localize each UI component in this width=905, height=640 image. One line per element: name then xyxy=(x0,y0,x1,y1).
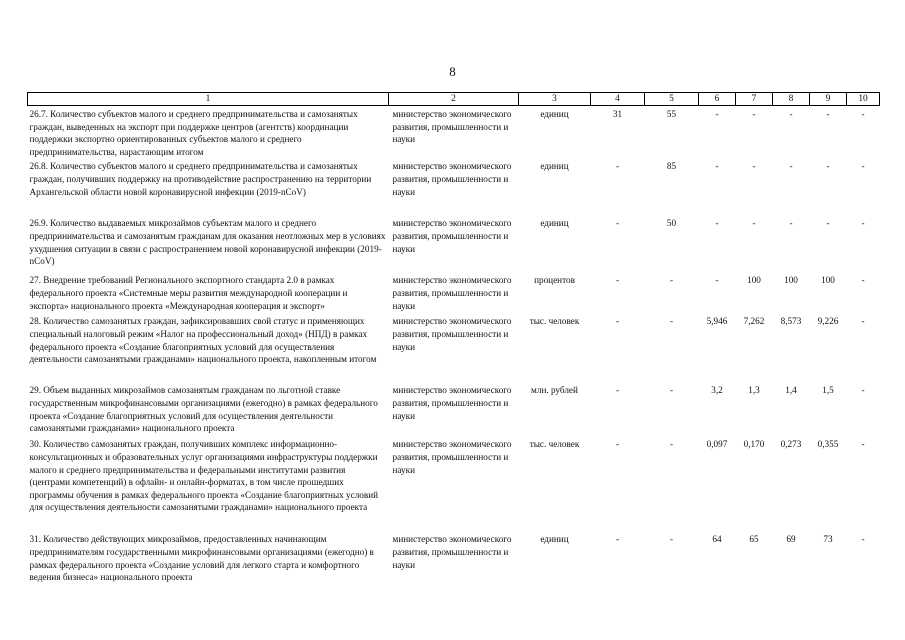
column-header: 8 xyxy=(773,93,810,106)
unit: единиц xyxy=(540,534,569,545)
value-col8: 8,573 xyxy=(780,316,802,327)
value-col9: 0,355 xyxy=(817,439,839,450)
value-col10: - xyxy=(861,275,865,286)
indicators-table xyxy=(27,92,880,585)
value-col10: - xyxy=(861,385,865,396)
indicator-name: 27. Внедрение требований Регионального экспортного стандарта 2.0 в рамках федерального проекта «Системные меры развития международной кооперации и экспорта» национального проекта «Международная кооперация и экспорт» xyxy=(29,275,348,311)
value-col8: - xyxy=(789,218,793,229)
value-col4: - xyxy=(615,218,620,229)
value-col4: - xyxy=(615,534,620,545)
indicator-name: 28. Количество самозанятых граждан, зафиксировавших свой статус и применяющих специальный налоговый режим «Налог на профессиональный доход» (НПД) в рамках федерального проекта «Создание благоприятных условий для осуществления деятельности самозанятыми гражданами» национального проекта, накопленным итогом xyxy=(29,316,377,365)
table-row xyxy=(28,436,880,531)
unit: млн. рублей xyxy=(531,385,578,396)
unit: тыс. человек xyxy=(529,439,580,450)
indicator-name: 26.8. Количество субъектов малого и среднего предпринимательства и самозанятых граждан, получивших поддержку на противодействие распространению на территории Архангельской области новой коронавирусной инфекции (2019-nCoV) xyxy=(29,161,372,197)
unit: процентов xyxy=(534,275,575,286)
value-col6: - xyxy=(715,161,719,172)
column-header: 4 xyxy=(591,93,645,106)
unit: единиц xyxy=(540,218,569,229)
responsible-body: министерство экономического развития, промышленности и науки xyxy=(392,439,512,475)
table-row xyxy=(28,106,880,159)
value-col4: - xyxy=(615,439,620,450)
table-row xyxy=(28,382,880,436)
value-col7: 1,3 xyxy=(748,385,760,396)
value-col6: 64 xyxy=(712,534,722,545)
value-col7: 7,262 xyxy=(743,316,765,327)
value-col4: 31 xyxy=(612,109,623,119)
value-col5: - xyxy=(669,316,674,327)
value-col4: - xyxy=(615,275,620,286)
indicator-name: 26.9. Количество выдаваемых микрозаймов субъектам малого и среднего предпринимательства и самозанятым гражданам для оказания неотложных мер в условиях ухудшения ситуации в связи с распространением новой коронавирусной инфекции (2019-nCoV) xyxy=(29,218,386,267)
value-col10: - xyxy=(861,316,865,327)
value-col9: - xyxy=(826,161,830,172)
column-header: 9 xyxy=(810,93,847,106)
value-col5: - xyxy=(669,439,674,450)
value-col9: 9,226 xyxy=(817,316,839,327)
value-col6: 3,2 xyxy=(711,385,723,396)
value-col6: - xyxy=(715,218,719,229)
value-col7: - xyxy=(752,109,756,119)
value-col4: - xyxy=(615,161,620,172)
column-header: 6 xyxy=(699,93,736,106)
page-number: 8 xyxy=(449,64,456,79)
value-col10: - xyxy=(861,218,865,229)
table-row xyxy=(28,531,880,585)
column-header: 3 xyxy=(519,93,591,106)
value-col5: 50 xyxy=(666,218,677,229)
value-col6: - xyxy=(715,109,719,119)
responsible-body: министерство экономического развития, промышленности и науки xyxy=(392,109,512,145)
column-header: 7 xyxy=(736,93,773,106)
value-col6: 5,946 xyxy=(706,316,728,327)
value-col8: 0,273 xyxy=(780,439,802,450)
value-col7: - xyxy=(752,218,756,229)
value-col5: - xyxy=(669,275,674,286)
value-col9: 73 xyxy=(823,534,833,545)
value-col7: 65 xyxy=(749,534,759,545)
value-col10: - xyxy=(861,534,865,545)
column-header: 1 xyxy=(28,93,389,106)
column-header: 2 xyxy=(389,93,519,106)
value-col5: - xyxy=(669,534,674,545)
responsible-body: министерство экономического развития, промышленности и науки xyxy=(392,534,512,570)
indicator-name: 30. Количество самозанятых граждан, получивших комплекс информационно-консультационных и образовательных услуг организациями инфраструктуры поддержки малого и среднего предпринимательства и федеральными институтами развития (центрами компетенций) в офлайн- и онлайн-форматах, в том числе прошедших программы обучения в рамках федерального проекта «Создание благоприятных условий для осуществления деятельности самозанятыми гражданами» национального проекта xyxy=(29,439,379,513)
value-col9: - xyxy=(826,109,830,119)
value-col9: 100 xyxy=(821,275,835,286)
value-col7: 100 xyxy=(747,275,761,286)
value-col9: - xyxy=(826,218,830,229)
table-row xyxy=(28,272,880,313)
indicator-name: 29. Объем выданных микрозаймов самозанятым гражданам по льготной ставке государственным микрофинансовыми организациями (ежегодно) в рамках федерального проекта «Создание благоприятных условий для осуществления деятельности самозанятыми гражданами» национального проекта xyxy=(29,385,378,434)
value-col6: - xyxy=(715,275,719,286)
column-header: 10 xyxy=(847,93,880,106)
value-col5: - xyxy=(669,385,674,396)
value-col8: 1,4 xyxy=(785,385,797,396)
value-col4: - xyxy=(615,385,620,396)
value-col4: - xyxy=(615,316,620,327)
table-row xyxy=(28,313,880,382)
responsible-body: министерство экономического развития, промышленности и науки xyxy=(392,161,512,197)
responsible-body: министерство экономического развития, промышленности и науки xyxy=(392,275,512,311)
value-col8: - xyxy=(789,109,793,119)
responsible-body: министерство экономического развития, промышленности и науки xyxy=(392,218,512,254)
table-row xyxy=(28,215,880,272)
value-col8: 100 xyxy=(784,275,798,286)
indicator-name: 31. Количество действующих микрозаймов, предоставленных начинающим предпринимателям государственными микрофинансовыми организациями (ежегодно) в рамках федерального проекта «Создание условий для легкого старта и комфортного ведения бизнеса» национального проекта xyxy=(29,534,374,583)
value-col7: 0,170 xyxy=(743,439,765,450)
value-col9: 1,5 xyxy=(822,385,834,396)
value-col6: 0,097 xyxy=(706,439,728,450)
value-col8: 69 xyxy=(786,534,796,545)
header-row xyxy=(28,93,880,106)
value-col7: - xyxy=(752,161,756,172)
column-header: 5 xyxy=(645,93,699,106)
table-row xyxy=(28,158,880,215)
indicator-name: 26.7. Количество субъектов малого и среднего предпринимательства и самозанятых граждан, выведенных на экспорт при поддержке центров (агентств) координации поддержки экспортно ориентированных субъектов малого и среднего предпринимательства, нарастающим итогом xyxy=(29,109,358,157)
value-col5: 55 xyxy=(666,109,677,119)
unit: тыс. человек xyxy=(529,316,580,327)
value-col10: - xyxy=(861,161,865,172)
value-col8: - xyxy=(789,161,793,172)
value-col5: 85 xyxy=(666,161,677,172)
value-col10: - xyxy=(861,109,865,119)
responsible-body: министерство экономического развития, промышленности и науки xyxy=(392,316,512,352)
responsible-body: министерство экономического развития, промышленности и науки xyxy=(392,385,512,421)
value-col10: - xyxy=(861,439,865,450)
unit: единиц xyxy=(540,109,569,119)
unit: единиц xyxy=(540,161,569,172)
